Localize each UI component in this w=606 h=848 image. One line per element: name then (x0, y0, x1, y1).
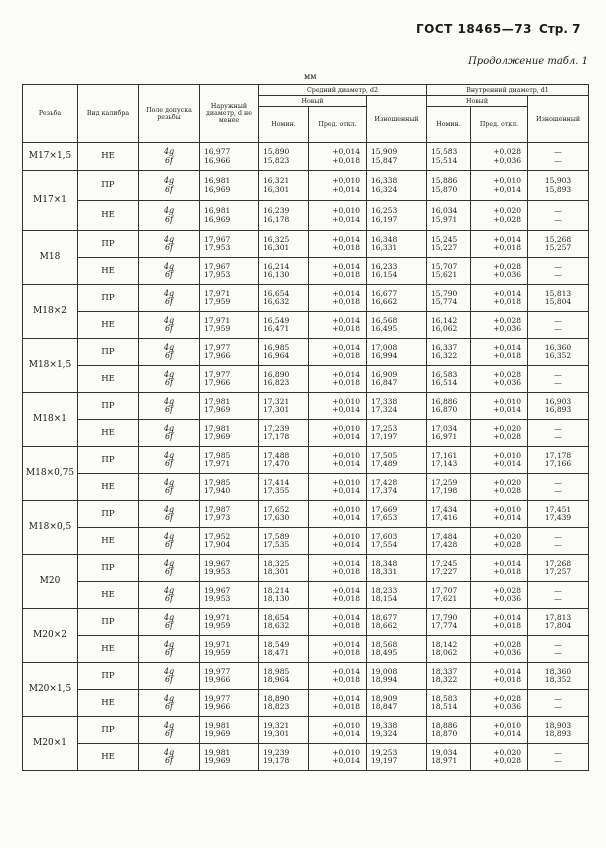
d2-deviation-cell: +0,014 +0,018 (309, 582, 367, 609)
d2-worn-cell: 17,338 17,324 (367, 393, 427, 420)
outer-diameter-cell: 17,967 17,953 (200, 258, 259, 285)
gauge-type-cell: ПР (78, 285, 139, 312)
d2-worn-cell: 16,348 16,331 (367, 231, 427, 258)
table-row (23, 447, 589, 474)
d2-deviation-cell: +0,010 +0,014 (309, 171, 367, 201)
outer-diameter-cell: 19,977 19,966 (200, 663, 259, 690)
outer-diameter-cell: 17,985 17,940 (200, 474, 259, 501)
tolerance-cell: 4g 6f (139, 717, 200, 744)
table-row (23, 474, 589, 501)
col-outer-diameter: Наружный диаметр, d не менее (200, 85, 259, 143)
d2-deviation-cell: +0,014 +0,018 (309, 366, 367, 393)
outer-diameter-cell: 17,977 17,966 (200, 366, 259, 393)
d1-nominal-cell: 15,583 15,514 (427, 143, 471, 171)
col-thread: Резьба (23, 85, 78, 143)
page-number: Стр. 7 (539, 22, 581, 36)
d1-worn-cell: — — (528, 312, 589, 339)
table-row (23, 501, 589, 528)
thread-cell: M18×1,5 (23, 339, 78, 393)
col-d2-deviation: Пред. откл. (309, 107, 367, 143)
d1-deviation-cell: +0,028 +0,036 (471, 690, 528, 717)
d2-deviation-cell: +0,014 +0,018 (309, 231, 367, 258)
gauge-type-cell: НЕ (78, 528, 139, 555)
d1-nominal-cell: 19,034 18,971 (427, 744, 471, 771)
d2-nominal-cell: 16,654 16,632 (259, 285, 309, 312)
d1-worn-cell: — — (528, 420, 589, 447)
d2-deviation-cell: +0,014 +0,018 (309, 636, 367, 663)
d2-worn-cell: 16,253 16,197 (367, 201, 427, 231)
gauge-type-cell: ПР (78, 339, 139, 366)
d1-worn-cell: 17,268 17,257 (528, 555, 589, 582)
d2-worn-cell: 19,008 18,994 (367, 663, 427, 690)
d2-deviation-cell: +0,014 +0,018 (309, 285, 367, 312)
gauge-type-cell: ПР (78, 171, 139, 201)
d1-worn-cell: 15,268 15,257 (528, 231, 589, 258)
d1-nominal-cell: 17,434 17,416 (427, 501, 471, 528)
tolerance-cell: 4g 6f (139, 555, 200, 582)
d2-nominal-cell: 18,325 18,301 (259, 555, 309, 582)
table-row (23, 582, 589, 609)
d1-nominal-cell: 16,337 16,322 (427, 339, 471, 366)
d1-worn-cell: — — (528, 366, 589, 393)
outer-diameter-cell: 17,967 17,953 (200, 231, 259, 258)
d2-deviation-cell: +0,010 +0,014 (309, 717, 367, 744)
d1-nominal-cell: 15,707 15,621 (427, 258, 471, 285)
d1-deviation-cell: +0,020 +0,028 (471, 420, 528, 447)
col-tolerance-field: Поле допуска резьбы (139, 85, 200, 143)
col-d2-new: Новый (259, 96, 367, 107)
d2-worn-cell: 17,603 17,554 (367, 528, 427, 555)
d2-deviation-cell: +0,014 +0,018 (309, 555, 367, 582)
d1-worn-cell: 18,903 18,893 (528, 717, 589, 744)
d1-deviation-cell: +0,010 +0,014 (471, 393, 528, 420)
d2-nominal-cell: 17,239 17,178 (259, 420, 309, 447)
d2-worn-cell: 17,505 17,489 (367, 447, 427, 474)
d1-worn-cell: 17,451 17,439 (528, 501, 589, 528)
d1-deviation-cell: +0,020 +0,028 (471, 474, 528, 501)
gauge-type-cell: ПР (78, 609, 139, 636)
gauge-type-cell: НЕ (78, 744, 139, 771)
outer-diameter-cell: 16,981 16,969 (200, 171, 259, 201)
d1-nominal-cell: 18,886 18,870 (427, 717, 471, 744)
gauge-type-cell: ПР (78, 393, 139, 420)
tolerance-cell: 4g 6f (139, 231, 200, 258)
d1-nominal-cell: 17,161 17,143 (427, 447, 471, 474)
table-row (23, 636, 589, 663)
d1-deviation-cell: +0,020 +0,028 (471, 744, 528, 771)
outer-diameter-cell: 19,981 19,969 (200, 717, 259, 744)
d1-deviation-cell: +0,028 +0,036 (471, 312, 528, 339)
outer-diameter-cell: 17,977 17,966 (200, 339, 259, 366)
d2-deviation-cell: +0,014 +0,018 (309, 258, 367, 285)
d1-nominal-cell: 18,337 18,322 (427, 663, 471, 690)
d1-deviation-cell: +0,014 +0,018 (471, 555, 528, 582)
tolerance-cell: 4g 6f (139, 663, 200, 690)
d1-worn-cell: — — (528, 690, 589, 717)
thread-cell: M18×2 (23, 285, 78, 339)
d1-worn-cell: 16,903 16,893 (528, 393, 589, 420)
d2-nominal-cell: 16,985 16,964 (259, 339, 309, 366)
tolerance-cell: 4g 6f (139, 143, 200, 171)
table-continuation-note: Продолжение табл. 1 (468, 56, 588, 67)
d2-worn-cell: 18,677 18,662 (367, 609, 427, 636)
d2-nominal-cell: 16,214 16,130 (259, 258, 309, 285)
d1-deviation-cell: +0,014 +0,018 (471, 663, 528, 690)
col-gauge-type: Вид калибра (78, 85, 139, 143)
tolerance-cell: 4g 6f (139, 285, 200, 312)
d2-worn-cell: 18,233 18,154 (367, 582, 427, 609)
d2-nominal-cell: 17,414 17,355 (259, 474, 309, 501)
d2-nominal-cell: 18,985 18,964 (259, 663, 309, 690)
d2-nominal-cell: 18,890 18,823 (259, 690, 309, 717)
table-row (23, 528, 589, 555)
table-row (23, 609, 589, 636)
col-d1-deviation: Пред. откл. (471, 107, 528, 143)
outer-diameter-cell: 17,952 17,904 (200, 528, 259, 555)
d2-nominal-cell: 17,488 17,470 (259, 447, 309, 474)
outer-diameter-cell: 19,971 19,959 (200, 636, 259, 663)
d1-deviation-cell: +0,014 +0,018 (471, 285, 528, 312)
d1-worn-cell: — — (528, 582, 589, 609)
col-pitch-diameter: Средний диаметр, d2 (259, 85, 427, 96)
col-inner-diameter: Внутренний диаметр, d1 (427, 85, 589, 96)
d1-worn-cell: 15,903 15,893 (528, 171, 589, 201)
d1-worn-cell: — — (528, 474, 589, 501)
outer-diameter-cell: 19,967 19,953 (200, 555, 259, 582)
table-row (23, 171, 589, 201)
d1-worn-cell: — — (528, 201, 589, 231)
tolerance-cell: 4g 6f (139, 744, 200, 771)
d1-deviation-cell: +0,014 +0,018 (471, 609, 528, 636)
d1-nominal-cell: 17,707 17,621 (427, 582, 471, 609)
table-row (23, 285, 589, 312)
d2-worn-cell: 18,348 18,331 (367, 555, 427, 582)
d2-worn-cell: 16,568 16,495 (367, 312, 427, 339)
d1-worn-cell: — — (528, 744, 589, 771)
d1-worn-cell: 18,360 18,352 (528, 663, 589, 690)
d2-worn-cell: 16,677 16,662 (367, 285, 427, 312)
tolerance-cell: 4g 6f (139, 609, 200, 636)
tolerance-cell: 4g 6f (139, 528, 200, 555)
d1-deviation-cell: +0,010 +0,014 (471, 501, 528, 528)
table-row (23, 143, 589, 171)
table-row (23, 312, 589, 339)
d2-deviation-cell: +0,010 +0,014 (309, 447, 367, 474)
col-d1-new: Новый (427, 96, 528, 107)
outer-diameter-cell: 19,981 19,969 (200, 744, 259, 771)
gauge-type-cell: НЕ (78, 690, 139, 717)
d2-worn-cell: 18,909 18,847 (367, 690, 427, 717)
d1-deviation-cell: +0,010 +0,014 (471, 447, 528, 474)
d2-worn-cell: 19,338 19,324 (367, 717, 427, 744)
thread-cell: M18×0,75 (23, 447, 78, 501)
table-row (23, 231, 589, 258)
tolerance-cell: 4g 6f (139, 501, 200, 528)
gauge-type-cell: ПР (78, 231, 139, 258)
gauge-type-cell: ПР (78, 555, 139, 582)
outer-diameter-cell: 16,977 16,966 (200, 143, 259, 171)
outer-diameter-cell: 17,981 17,969 (200, 420, 259, 447)
table-row (23, 420, 589, 447)
outer-diameter-cell: 17,971 17,959 (200, 285, 259, 312)
d2-worn-cell: 19,253 19,197 (367, 744, 427, 771)
d2-nominal-cell: 17,652 17,630 (259, 501, 309, 528)
d2-nominal-cell: 18,549 18,471 (259, 636, 309, 663)
thread-cell: M17×1 (23, 171, 78, 231)
table-row (23, 663, 589, 690)
table-body (23, 143, 589, 771)
d1-nominal-cell: 16,142 16,062 (427, 312, 471, 339)
col-d2-nominal: Номин. (259, 107, 309, 143)
thread-cell: M20×1 (23, 717, 78, 771)
d2-nominal-cell: 19,239 19,178 (259, 744, 309, 771)
d1-deviation-cell: +0,028 +0,036 (471, 582, 528, 609)
d2-nominal-cell: 17,589 17,535 (259, 528, 309, 555)
tolerance-cell: 4g 6f (139, 339, 200, 366)
d2-worn-cell: 16,233 16,154 (367, 258, 427, 285)
d2-nominal-cell: 18,214 18,130 (259, 582, 309, 609)
gauge-type-cell: НЕ (78, 258, 139, 285)
d2-worn-cell: 16,338 16,324 (367, 171, 427, 201)
gauge-type-cell: НЕ (78, 366, 139, 393)
tolerance-cell: 4g 6f (139, 690, 200, 717)
table-row (23, 258, 589, 285)
tolerance-cell: 4g 6f (139, 582, 200, 609)
tolerance-cell: 4g 6f (139, 201, 200, 231)
d2-worn-cell: 16,909 16,847 (367, 366, 427, 393)
gauge-type-cell: НЕ (78, 312, 139, 339)
d1-nominal-cell: 18,142 18,062 (427, 636, 471, 663)
d1-worn-cell: 15,813 15,804 (528, 285, 589, 312)
thread-cell: M20×2 (23, 609, 78, 663)
tolerance-cell: 4g 6f (139, 258, 200, 285)
d1-deviation-cell: +0,014 +0,018 (471, 339, 528, 366)
d2-nominal-cell: 15,890 15,823 (259, 143, 309, 171)
d2-deviation-cell: +0,010 +0,014 (309, 501, 367, 528)
outer-diameter-cell: 17,981 17,969 (200, 393, 259, 420)
d2-worn-cell: 17,669 17,653 (367, 501, 427, 528)
gauge-table (22, 84, 589, 771)
table-row (23, 690, 589, 717)
tolerance-cell: 4g 6f (139, 474, 200, 501)
d1-deviation-cell: +0,010 +0,014 (471, 717, 528, 744)
col-d2-worn: Изношенный (367, 96, 427, 143)
d2-deviation-cell: +0,014 +0,018 (309, 609, 367, 636)
unit-label: мм (304, 72, 317, 81)
thread-cell: M18 (23, 231, 78, 285)
gauge-type-cell: НЕ (78, 143, 139, 171)
d1-nominal-cell: 16,034 15,971 (427, 201, 471, 231)
d2-deviation-cell: +0,014 +0,018 (309, 312, 367, 339)
d2-deviation-cell: +0,014 +0,018 (309, 690, 367, 717)
table-row (23, 744, 589, 771)
d1-worn-cell: — — (528, 143, 589, 171)
table-row (23, 339, 589, 366)
gauge-type-cell: НЕ (78, 201, 139, 231)
d2-deviation-cell: +0,014 +0,018 (309, 663, 367, 690)
d2-worn-cell: 17,428 17,374 (367, 474, 427, 501)
d1-deviation-cell: +0,028 +0,036 (471, 258, 528, 285)
thread-cell: M20 (23, 555, 78, 609)
d2-nominal-cell: 16,321 16,301 (259, 171, 309, 201)
d1-deviation-cell: +0,028 +0,036 (471, 366, 528, 393)
gauge-type-cell: ПР (78, 717, 139, 744)
d1-worn-cell: 16,360 16,352 (528, 339, 589, 366)
col-d1-worn: Изношенный (528, 96, 589, 143)
standard-number: ГОСТ 18465—73 (416, 22, 532, 36)
d1-deviation-cell: +0,028 +0,036 (471, 143, 528, 171)
gauge-type-cell: ПР (78, 447, 139, 474)
d1-nominal-cell: 17,259 17,198 (427, 474, 471, 501)
d1-nominal-cell: 15,790 15,774 (427, 285, 471, 312)
d1-nominal-cell: 17,245 17,227 (427, 555, 471, 582)
tolerance-cell: 4g 6f (139, 420, 200, 447)
tolerance-cell: 4g 6f (139, 636, 200, 663)
d1-nominal-cell: 16,886 16,870 (427, 393, 471, 420)
gauge-type-cell: НЕ (78, 474, 139, 501)
d2-nominal-cell: 16,549 16,471 (259, 312, 309, 339)
thread-cell: M18×1 (23, 393, 78, 447)
gauge-type-cell: ПР (78, 663, 139, 690)
outer-diameter-cell: 19,967 19,953 (200, 582, 259, 609)
outer-diameter-cell: 17,987 17,973 (200, 501, 259, 528)
gauge-type-cell: НЕ (78, 420, 139, 447)
d2-deviation-cell: +0,010 +0,014 (309, 744, 367, 771)
d2-deviation-cell: +0,010 +0,014 (309, 474, 367, 501)
d1-deviation-cell: +0,020 +0,028 (471, 528, 528, 555)
d2-deviation-cell: +0,010 +0,014 (309, 528, 367, 555)
d2-nominal-cell: 16,325 16,301 (259, 231, 309, 258)
d1-worn-cell: 17,813 17,804 (528, 609, 589, 636)
d1-worn-cell: — — (528, 636, 589, 663)
d1-nominal-cell: 15,245 15,227 (427, 231, 471, 258)
gauge-type-cell: ПР (78, 501, 139, 528)
tolerance-cell: 4g 6f (139, 393, 200, 420)
outer-diameter-cell: 17,985 17,971 (200, 447, 259, 474)
d2-nominal-cell: 16,239 16,178 (259, 201, 309, 231)
d2-deviation-cell: +0,010 +0,014 (309, 201, 367, 231)
thread-cell: M20×1,5 (23, 663, 78, 717)
tolerance-cell: 4g 6f (139, 171, 200, 201)
d2-worn-cell: 17,008 16,994 (367, 339, 427, 366)
tolerance-cell: 4g 6f (139, 447, 200, 474)
gauge-type-cell: НЕ (78, 582, 139, 609)
d1-nominal-cell: 17,790 17,774 (427, 609, 471, 636)
d1-nominal-cell: 16,583 16,514 (427, 366, 471, 393)
d1-worn-cell: — — (528, 258, 589, 285)
d2-nominal-cell: 17,321 17,301 (259, 393, 309, 420)
thread-cell: M17×1,5 (23, 143, 78, 171)
d1-worn-cell: 17,178 17,166 (528, 447, 589, 474)
outer-diameter-cell: 19,971 19,959 (200, 609, 259, 636)
thread-cell: M18×0,5 (23, 501, 78, 555)
d2-deviation-cell: +0,010 +0,014 (309, 393, 367, 420)
gauge-type-cell: НЕ (78, 636, 139, 663)
table-row (23, 201, 589, 231)
col-d1-nominal: Номин. (427, 107, 471, 143)
d1-deviation-cell: +0,028 +0,036 (471, 636, 528, 663)
d2-worn-cell: 15,909 15,847 (367, 143, 427, 171)
outer-diameter-cell: 16,981 16,969 (200, 201, 259, 231)
d1-nominal-cell: 15,886 15,870 (427, 171, 471, 201)
d2-deviation-cell: +0,014 +0,018 (309, 143, 367, 171)
d2-nominal-cell: 18,654 18,632 (259, 609, 309, 636)
d1-worn-cell: — — (528, 528, 589, 555)
tolerance-cell: 4g 6f (139, 366, 200, 393)
d1-deviation-cell: +0,014 +0,018 (471, 231, 528, 258)
tolerance-cell: 4g 6f (139, 312, 200, 339)
d1-deviation-cell: +0,020 +0,028 (471, 201, 528, 231)
outer-diameter-cell: 19,977 19,966 (200, 690, 259, 717)
table-row (23, 555, 589, 582)
d2-deviation-cell: +0,010 +0,014 (309, 420, 367, 447)
d1-nominal-cell: 17,484 17,428 (427, 528, 471, 555)
d2-nominal-cell: 16,890 16,823 (259, 366, 309, 393)
d1-deviation-cell: +0,010 +0,014 (471, 171, 528, 201)
d2-nominal-cell: 19,321 19,301 (259, 717, 309, 744)
table-row (23, 366, 589, 393)
d2-worn-cell: 18,568 18,495 (367, 636, 427, 663)
outer-diameter-cell: 17,971 17,959 (200, 312, 259, 339)
page-header (0, 22, 606, 42)
d2-worn-cell: 17,253 17,197 (367, 420, 427, 447)
d1-nominal-cell: 18,583 18,514 (427, 690, 471, 717)
table-row (23, 717, 589, 744)
d2-deviation-cell: +0,014 +0,018 (309, 339, 367, 366)
table-row (23, 393, 589, 420)
d1-nominal-cell: 17,034 16,971 (427, 420, 471, 447)
